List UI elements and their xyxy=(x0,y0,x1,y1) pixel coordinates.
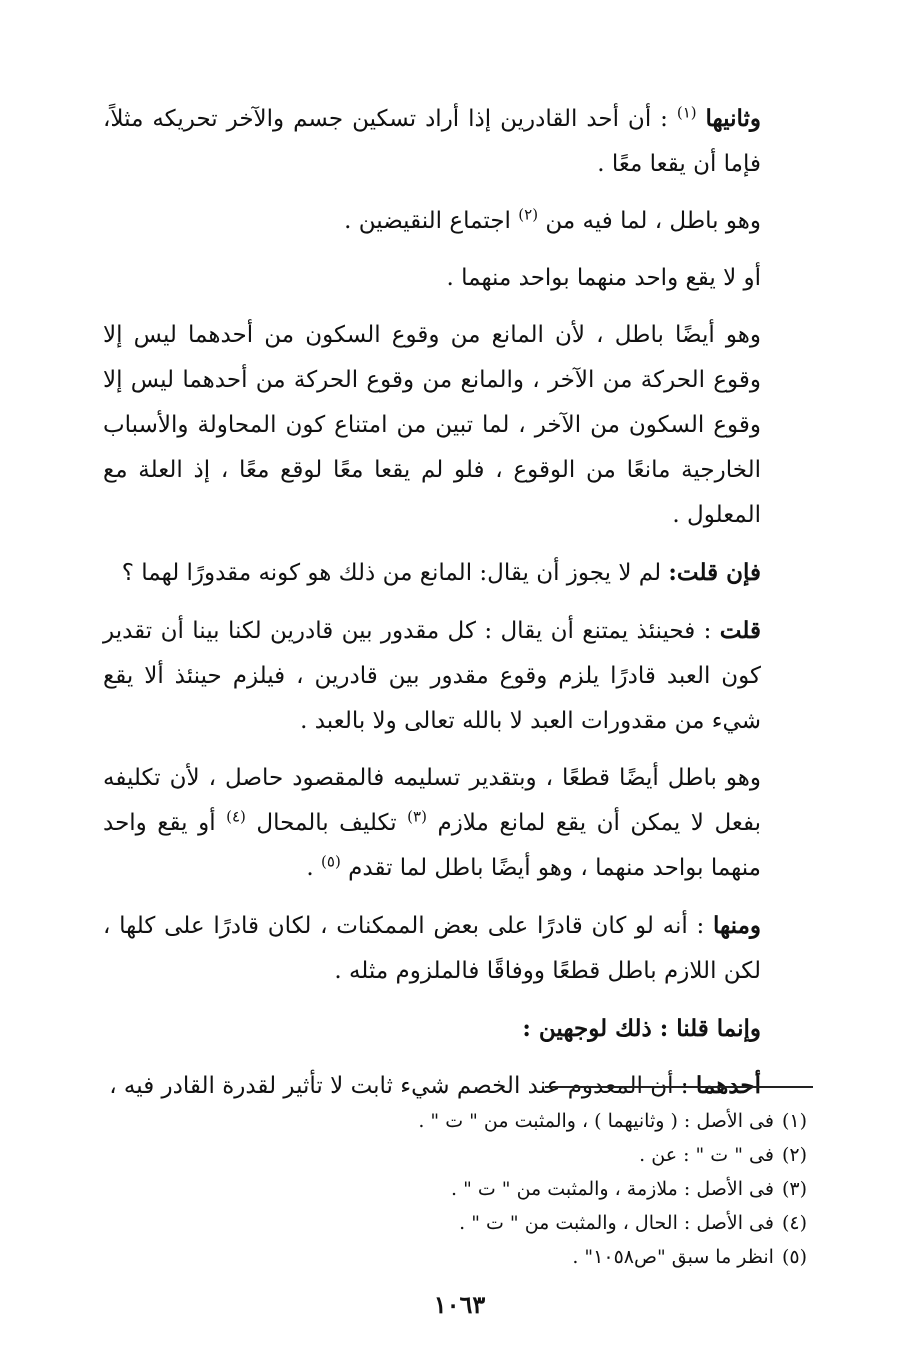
footnote-reference: (٤) xyxy=(226,807,246,826)
paragraph-second-argument xyxy=(103,96,813,187)
paragraph-lead-word: فإن قلت: xyxy=(668,559,761,586)
paragraph-contradiction xyxy=(103,199,813,244)
paragraph-among-them xyxy=(103,903,813,994)
main-text xyxy=(103,96,813,1121)
footnotes xyxy=(207,1104,807,1274)
footnote-divider xyxy=(545,1086,813,1088)
footnote-number: (٣) xyxy=(781,1178,807,1200)
paragraph-reply xyxy=(103,608,813,744)
paragraph-lead-word: قلت xyxy=(719,617,761,644)
paragraph-lead-word: أحدهما xyxy=(695,1072,761,1099)
footnote-reference: (٢) xyxy=(518,205,539,224)
paragraph-text: تكليف بالمحال xyxy=(256,810,408,836)
footnote-number: (١) xyxy=(781,1110,807,1132)
footnote-item xyxy=(207,1138,807,1172)
footnote-text: فى " ت " : عن . xyxy=(639,1144,774,1166)
paragraph-text: : أن المعدوم عند الخصم شيء ثابت لا تأثير لقدرة القادر فيه ، xyxy=(109,1073,696,1099)
footnote-text: فى الأصل : ( وثانيهما ) ، والمثبت من " ت " . xyxy=(418,1110,774,1132)
paragraph-false-definitely xyxy=(103,756,813,891)
paragraph-text: : أنه لو كان قادرًا على بعض الممكنات ، لكان قادرًا على كلها ، لكن اللازم باطل قطعًا ووفاقًا فالملزوم مثله . xyxy=(103,913,761,984)
footnote-text: فى الأصل : ملازمة ، والمثبت من " ت " . xyxy=(451,1178,774,1200)
paragraph-text: لم لا يجوز أن يقال: المانع من ذلك هو كونه مقدورًا لهما ؟ xyxy=(121,560,669,586)
footnote-item xyxy=(207,1240,807,1274)
footnote-reference: (٥) xyxy=(321,852,341,871)
paragraph-text: . xyxy=(306,855,322,881)
paragraph-lead-word: ومنها xyxy=(713,912,761,939)
footnote-reference: (١) xyxy=(676,103,697,122)
footnote-item xyxy=(207,1206,807,1240)
footnote-number: (٤) xyxy=(781,1212,807,1234)
page-number: ١٠٦٣ xyxy=(433,1290,486,1319)
footnote-number: (٥) xyxy=(781,1246,807,1268)
footnote-item xyxy=(207,1172,807,1206)
footnote-text: فى الأصل : الحال ، والمثبت من " ت " . xyxy=(459,1212,774,1234)
paragraph-text: : أن أحد القادرين إذا أراد تسكين جسم والآخر تحريكه مثلاً، فإما أن يقعا معًا . xyxy=(103,106,761,177)
paragraph-text: اجتماع النقيضين . xyxy=(344,208,519,234)
paragraph-text: وهو باطل أيضًا قطعًا ، وبتقدير تسليمه فالمقصود حاصل ، لأن تكليفه بفعل لا يمكن أن يقع لمانع ملازم xyxy=(103,765,761,836)
footnote-reference: (٣) xyxy=(407,807,427,826)
paragraph-neither-occurs xyxy=(103,256,813,301)
footnote-text: انظر ما سبق "ص١٠٥٨" . xyxy=(572,1246,774,1268)
paragraph-objection xyxy=(103,550,813,596)
paragraph-also-false xyxy=(103,313,813,538)
paragraph-text: وهو أيضًا باطل ، لأن المانع من وقوع السكون من أحدهما ليس إلا وقوع الحركة من الآخر ، والمانع من وقوع الحركة من أحدهما ليس إلا وقوع السكون من الآخر ، لما تبين من امتناع كون المحاولة والأسباب الخارجية مانعًا من الوقوع ، فلو لم يقعا معًا لوقع معًا ، إذ العلة مع المعلول . xyxy=(103,322,761,528)
paragraph-text: أو لا يقع واحد منهما بواحد منهما . xyxy=(446,265,761,291)
paragraph-lead-word: وثانيها xyxy=(705,105,762,132)
section-heading: وإنما قلنا : ذلك لوجهين : xyxy=(522,1015,761,1042)
paragraph-text: : فحينئذ يمتنع أن يقال : كل مقدور بين قادرين لكنا بينا أن تقدير كون العبد قادرًا يلزم وقوع مقدور بين قادرين ، فيلزم حينئذ ألا يقع شيء من مقدورات العبد لا بالله تعالى ولا بالعبد . xyxy=(103,618,761,734)
paragraph-text: وهو باطل ، لما فيه من xyxy=(545,208,761,234)
footnote-number: (٢) xyxy=(781,1144,807,1166)
footnote-item xyxy=(207,1104,807,1138)
paragraph-text: أو يقع واحد منهما بواحد منهما ، وهو أيضًا باطل لما تقدم xyxy=(103,810,761,881)
